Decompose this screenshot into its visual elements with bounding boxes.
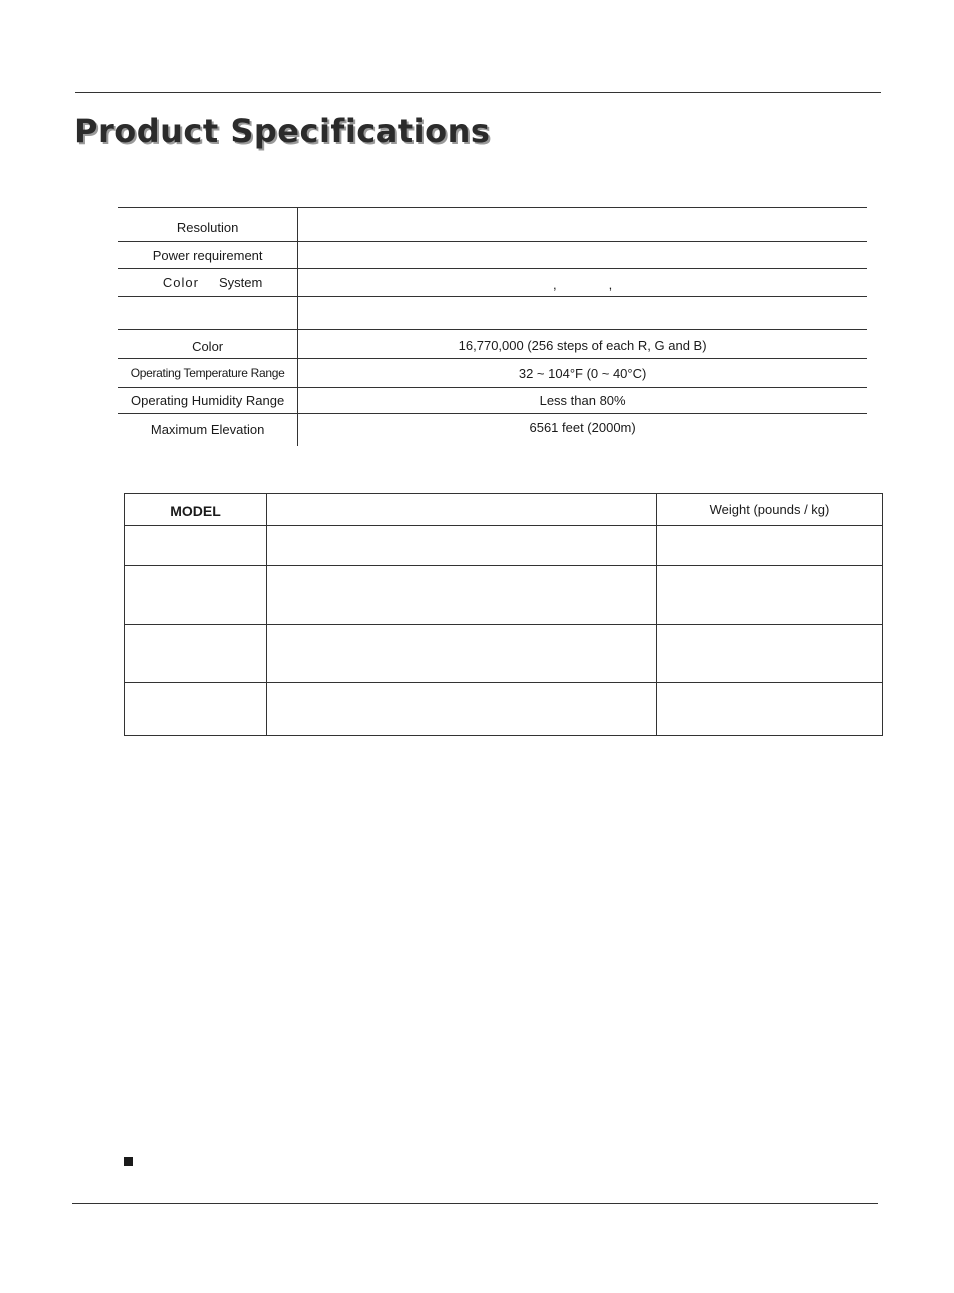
weight-cell bbox=[657, 683, 883, 736]
spec-label-part: System bbox=[218, 275, 263, 290]
dimensions-cell bbox=[267, 625, 657, 683]
model-cell bbox=[125, 683, 267, 736]
table-row bbox=[125, 625, 883, 683]
dimensions-header bbox=[267, 494, 657, 526]
spec-value-part: , bbox=[552, 277, 557, 292]
top-rule bbox=[75, 92, 881, 93]
spec-row-blank bbox=[118, 297, 867, 330]
spec-row-color bbox=[118, 330, 867, 359]
dimensions-cell bbox=[267, 526, 657, 566]
spec-value: 6561 feet (2000m) bbox=[529, 420, 636, 435]
weight-header: Weight (pounds / kg) bbox=[657, 494, 883, 526]
spec-value bbox=[298, 297, 867, 330]
table-row bbox=[125, 683, 883, 736]
spec-value: Less than 80% bbox=[539, 393, 626, 408]
spec-value bbox=[298, 208, 867, 242]
spec-label bbox=[118, 269, 298, 297]
model-cell bbox=[125, 526, 267, 566]
model-table bbox=[124, 493, 883, 736]
spec-label: Operating Humidity Range bbox=[118, 388, 298, 414]
spec-value bbox=[298, 242, 867, 269]
spec-table bbox=[118, 207, 867, 446]
spec-value: 32 ~ 104°F (0 ~ 40°C) bbox=[518, 365, 647, 381]
square-bullet-icon bbox=[124, 1157, 133, 1166]
spec-row-resolution bbox=[118, 208, 867, 242]
table-row bbox=[125, 526, 883, 566]
spec-label: Operating Temperature Range bbox=[118, 359, 298, 388]
spec-label-part: Color bbox=[162, 275, 199, 290]
spec-row-temperature bbox=[118, 359, 867, 388]
model-header-row bbox=[125, 494, 883, 526]
table-row bbox=[125, 566, 883, 625]
page-title: Product Specifications bbox=[74, 112, 491, 150]
spec-value: 16,770,000 (256 steps of each R, G and B) bbox=[458, 337, 707, 353]
spec-label: Maximum Elevation bbox=[118, 414, 298, 446]
weight-cell bbox=[657, 526, 883, 566]
weight-cell bbox=[657, 566, 883, 625]
spec-row-power bbox=[118, 242, 867, 269]
dimensions-cell bbox=[267, 683, 657, 736]
spec-label: Resolution bbox=[118, 208, 298, 242]
spec-value bbox=[298, 269, 867, 297]
spec-label bbox=[118, 297, 298, 330]
bottom-rule bbox=[72, 1203, 878, 1204]
dimensions-cell bbox=[267, 566, 657, 625]
model-header: MODEL bbox=[125, 494, 267, 526]
spec-value-part: , bbox=[608, 277, 613, 292]
spec-row-humidity bbox=[118, 388, 867, 414]
spec-label: Power requirement bbox=[118, 242, 298, 269]
weight-cell bbox=[657, 625, 883, 683]
spec-row-elevation bbox=[118, 414, 867, 446]
model-cell bbox=[125, 566, 267, 625]
spec-label: Color bbox=[118, 330, 298, 359]
model-cell bbox=[125, 625, 267, 683]
spec-row-color-system bbox=[118, 269, 867, 297]
